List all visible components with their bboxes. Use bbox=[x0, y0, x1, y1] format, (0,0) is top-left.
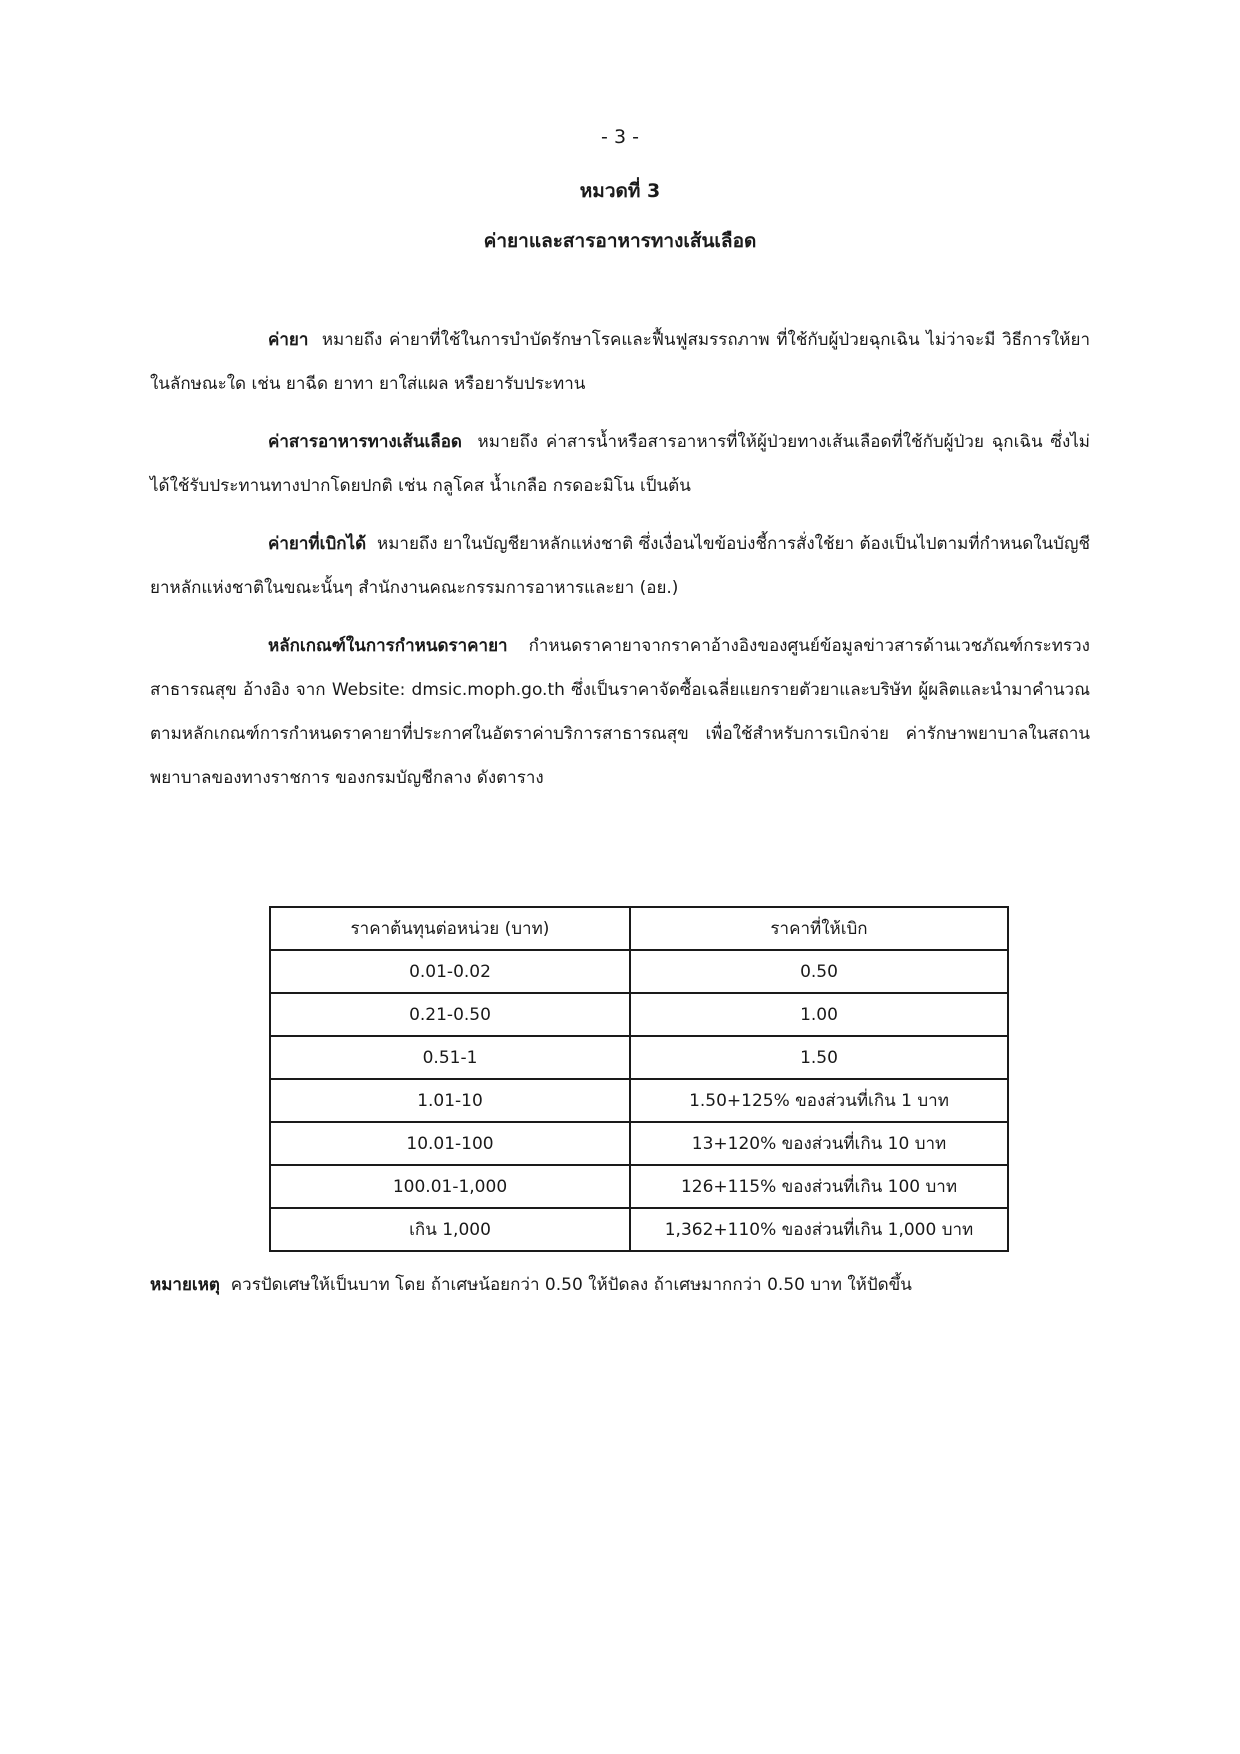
cell-reimbursable-price: 1.00 bbox=[630, 993, 1008, 1036]
cell-reimbursable-price: 1,362+110% ของส่วนที่เกิน 1,000 บาท bbox=[630, 1208, 1008, 1251]
definition-term: ค่าสารอาหารทางเส้นเลือด bbox=[268, 432, 462, 452]
definition-pricing-criteria bbox=[150, 624, 1090, 800]
cell-unit-cost: 10.01-100 bbox=[270, 1122, 630, 1165]
header-unit-cost: ราคาต้นทุนต่อหน่วย (บาท) bbox=[270, 907, 630, 950]
definition-parenteral-nutrition bbox=[150, 420, 1090, 508]
cell-reimbursable-price: 1.50 bbox=[630, 1036, 1008, 1079]
header-reimbursable-price: ราคาที่ให้เบิก bbox=[630, 907, 1008, 950]
chapter-title: ค่ายาและสารอาหารทางเส้นเลือด bbox=[483, 230, 757, 252]
table-row bbox=[270, 950, 1008, 993]
cell-reimbursable-price: 1.50+125% ของส่วนที่เกิน 1 บาท bbox=[630, 1079, 1008, 1122]
cell-reimbursable-price: 13+120% ของส่วนที่เกิน 10 บาท bbox=[630, 1122, 1008, 1165]
remark bbox=[150, 1270, 1110, 1300]
page-number: - 3 - bbox=[601, 126, 639, 148]
cell-unit-cost: เกิน 1,000 bbox=[270, 1208, 630, 1251]
definition-term: ค่ายาที่เบิกได้ bbox=[268, 534, 367, 554]
table-row bbox=[270, 993, 1008, 1036]
table-row bbox=[270, 1208, 1008, 1251]
table-row bbox=[270, 1122, 1008, 1165]
remark-label: หมายเหตุ bbox=[150, 1275, 220, 1295]
cell-unit-cost: 1.01-10 bbox=[270, 1079, 630, 1122]
cell-reimbursable-price: 126+115% ของส่วนที่เกิน 100 บาท bbox=[630, 1165, 1008, 1208]
definition-text: หมายถึง ค่าสารน้ำหรือสารอาหารที่ให้ผู้ป่วยทางเส้นเลือดที่ใช้กับผู้ป่วย ฉุกเฉิน ซึ่งไม่ได้ใช้รับประทานทางปากโดยปกติ เช่น กลูโคส น้ำเกลือ กรดอะมิโน เป็นต้น bbox=[150, 432, 1090, 496]
definition-text: หมายถึง ค่ายาที่ใช้ในการบำบัดรักษาโรคและฟื้นฟูสมรรถภาพ ที่ใช้กับผู้ป่วยฉุกเฉิน ไม่ว่าจะมี วิธีการให้ยาในลักษณะใด เช่น ยาฉีด ยาทา ยาใส่แผล หรือยารับประทาน bbox=[150, 330, 1090, 394]
definition-text: กำหนดราคายาจากราคาอ้างอิงของศูนย์ข้อมูลข่าวสารด้านเวชภัณฑ์กระทรวงสาธารณสุข อ้างอิง จาก Website: dmsic.moph.go.th ซึ่งเป็นราคาจัดซื้อเฉลี่ยแยกรายตัวยาและบริษัท ผู้ผลิตและนำมาคำนวณตามหลักเกณฑ์การกำหนดราคายาที่ประกาศในอัตราค่าบริการสาธารณสุข เพื่อใช้สำหรับการเบิกจ่าย ค่ารักษาพยาบาลในสถานพยาบาลของทางราชการ ของกรมบัญชีกลาง ดังตาราง bbox=[150, 636, 1090, 788]
table-header-row bbox=[270, 907, 1008, 950]
remark-text: ควรปัดเศษให้เป็นบาท โดย ถ้าเศษน้อยกว่า 0.50 ให้ปัดลง ถ้าเศษมากกว่า 0.50 บาท ให้ปัดขึ้น bbox=[230, 1275, 912, 1295]
cell-unit-cost: 0.21-0.50 bbox=[270, 993, 630, 1036]
definition-term: ค่ายา bbox=[268, 330, 309, 350]
definition-text: หมายถึง ยาในบัญชียาหลักแห่งชาติ ซึ่งเงื่อนไขข้อบ่งชี้การสั่งใช้ยา ต้องเป็นไปตามที่กำหนดในบัญชียาหลักแห่งชาติในขณะนั้นๆ สำนักงานคณะกรรมการอาหารและยา (อย.) bbox=[150, 534, 1090, 598]
price-table bbox=[269, 906, 1009, 1252]
definition-reimbursable-drug bbox=[150, 522, 1090, 610]
definition-drug-cost bbox=[150, 318, 1090, 406]
table-row bbox=[270, 1079, 1008, 1122]
definitions-section bbox=[150, 318, 1090, 814]
table-row bbox=[270, 1036, 1008, 1079]
cell-unit-cost: 0.51-1 bbox=[270, 1036, 630, 1079]
cell-unit-cost: 100.01-1,000 bbox=[270, 1165, 630, 1208]
cell-reimbursable-price: 0.50 bbox=[630, 950, 1008, 993]
table-row bbox=[270, 1165, 1008, 1208]
cell-unit-cost: 0.01-0.02 bbox=[270, 950, 630, 993]
chapter-heading: หมวดที่ 3 bbox=[579, 180, 661, 202]
definition-term: หลักเกณฑ์ในการกำหนดราคายา bbox=[268, 636, 508, 656]
